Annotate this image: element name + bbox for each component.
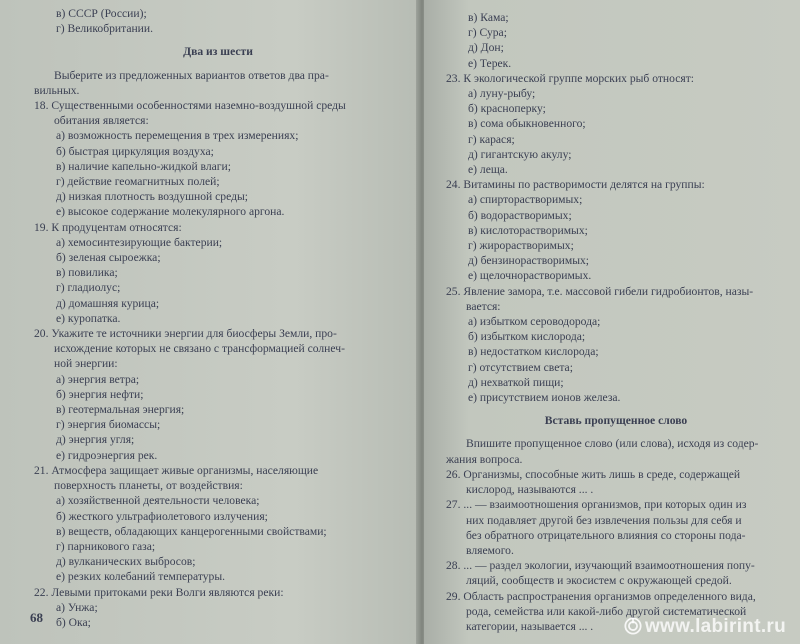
answer-option: б) водорастворимых; (468, 208, 572, 222)
answer-option: в) кислоторастворимых; (468, 223, 588, 237)
answer-option: е) присутствием ионов железа. (468, 391, 621, 405)
question-line: 22. Левыми притоками реки Волги являются реки: (34, 585, 284, 599)
answer-option: д) домашняя курица; (56, 296, 160, 310)
answer-option: д) вулканических выбросов; (56, 555, 196, 569)
answer-option: г) жирорастворимых; (468, 239, 574, 253)
text-line: ляций, сообществ и экосистем с окружающей средой. (466, 574, 732, 588)
text-line: рода, семейства или какой-либо другой систематической (466, 604, 747, 618)
text-line: обитания является: (54, 114, 149, 128)
text-line: ной энергии: (54, 357, 118, 371)
answer-option: а) хемосинтезирующие бактерии; (56, 235, 223, 249)
answer-option: в) веществ, обладающих канцерогенными свойствами; (56, 524, 327, 538)
answer-option: в) повилика; (56, 266, 118, 280)
question-line: 23. К экологической группе морских рыб относят: (446, 71, 694, 85)
answer-option: в) геотермальная энергия; (56, 403, 185, 417)
answer-option: б) быстрая циркуляция воздуха; (56, 144, 214, 158)
answer-option: е) гидроэнергия рек. (56, 448, 158, 462)
right-page (424, 0, 800, 644)
section-heading: Два из шести (183, 45, 253, 59)
answer-option: е) резких колебаний температуры. (56, 570, 226, 584)
instruction-line: Впишите пропущенное слово (или слова), исходя из содер- (466, 437, 759, 451)
answer-option: г) отсутствием света; (468, 360, 573, 374)
watermark (624, 616, 786, 638)
question-line: 18. Существенными особенностями наземно-воздушной среды (34, 99, 346, 113)
question-line: 28. ... — раздел экологии, изучающий взаимоотношения попу- (446, 559, 755, 573)
answer-option: а) Унжа; (56, 600, 98, 614)
answer-option: д) низкая плотность воздушной среды; (56, 190, 249, 204)
question-line: вильных. (34, 83, 80, 97)
answer-option: б) энергия нефти; (56, 387, 144, 401)
answer-option: д) бензинорастворимых; (468, 254, 590, 268)
watermark-text: www.labirint.ru (644, 616, 786, 637)
answer-option: а) спирторастворимых; (468, 193, 583, 207)
answer-option: б) красноперку; (468, 102, 546, 116)
answer-option: а) возможность перемещения в трех измерениях; (56, 129, 299, 143)
text-line: без обратного отрицательного влияния со стороны пода- (466, 528, 746, 542)
answer-option: д) энергия угля; (56, 433, 135, 447)
answer-option: е) Терек. (468, 56, 512, 70)
text-line: категории, называется ... . (466, 619, 594, 633)
question-line: 20. Укажите те источники энергии для биосферы Земли, про- (34, 327, 337, 341)
answer-option: г) Сура; (468, 26, 507, 40)
answer-option: а) луну-рыбу; (468, 87, 536, 101)
text-line: поверхность планеты, от воздействия: (54, 479, 243, 493)
text-line: вается: (466, 299, 501, 313)
answer-option: б) избытком кислорода; (468, 330, 586, 344)
answer-option: е) щелочнорастворимых. (468, 269, 592, 283)
answer-option: б) зеленая сыроежка; (56, 251, 161, 265)
answer-option: е) высокое содержание молекулярного аргона. (56, 205, 285, 219)
question-line: жания вопроса. (446, 452, 523, 466)
answer-option: е) леща. (468, 163, 508, 177)
question-line: 19. К продуцентам относятся: (34, 220, 182, 234)
text-line: них подавляет другой без извлечения пользы для себя и (466, 513, 742, 527)
answer-option: а) энергия ветра; (56, 372, 140, 386)
text-line: вляемого. (466, 543, 514, 557)
answer-option: г) парникового газа; (56, 539, 156, 553)
answer-option: г) гладиолус; (56, 281, 121, 295)
instruction-line: Выберите из предложенных вариантов ответов два пра- (54, 68, 329, 82)
question-line: 27. ... — взаимоотношения организмов, при которых один из (446, 498, 747, 512)
answer-option: е) куропатка. (56, 311, 121, 325)
text-line: кислород, называются ... . (466, 483, 594, 497)
right-page-text (446, 10, 786, 634)
question-line: 26. Организмы, способные жить лишь в среде, содержащей (446, 467, 741, 481)
answer-option: в) СССР (России); (56, 7, 147, 20)
answer-option: г) Великобритании. (56, 22, 153, 36)
answer-option: д) нехваткой пищи; (468, 375, 564, 389)
answer-option: г) карася; (468, 132, 515, 146)
answer-option: г) действие геомагнитных полей; (56, 175, 220, 189)
left-page-text (34, 6, 402, 630)
answer-option: д) Дон; (468, 41, 504, 55)
question-line: 24. Витамины по растворимости делятся на группы: (446, 178, 705, 192)
answer-option: б) жесткого ультрафиолетового излучения; (56, 509, 268, 523)
answer-option: в) Кама; (468, 11, 509, 24)
answer-option: д) гигантскую акулу; (468, 147, 572, 161)
answer-option: в) недостатком кислорода; (468, 345, 599, 359)
answer-option: г) энергия биомассы; (56, 418, 161, 432)
answer-option: б) Ока; (56, 615, 91, 629)
question-line: 21. Атмосфера защищает живые организмы, населяющие (34, 463, 319, 477)
text-line: исхождение которых не связано с трансформацией солнеч- (54, 342, 345, 356)
question-line: 25. Явление замора, т.е. массовой гибели гидробионтов, назы- (446, 284, 754, 298)
section-heading: Вставь пропущенное слово (544, 414, 688, 428)
answer-option: а) хозяйственной деятельности человека; (56, 494, 260, 508)
answer-option: а) избытком сероводорода; (468, 315, 601, 329)
answer-option: в) наличие капельно-жидкой влаги; (56, 159, 231, 173)
labyrinth-logo-icon (624, 617, 642, 635)
question-line: 29. Область распространения организмов определенного вида, (446, 589, 756, 603)
page-number: 68 (30, 610, 43, 625)
answer-option: в) сома обыкновенного; (468, 117, 586, 131)
